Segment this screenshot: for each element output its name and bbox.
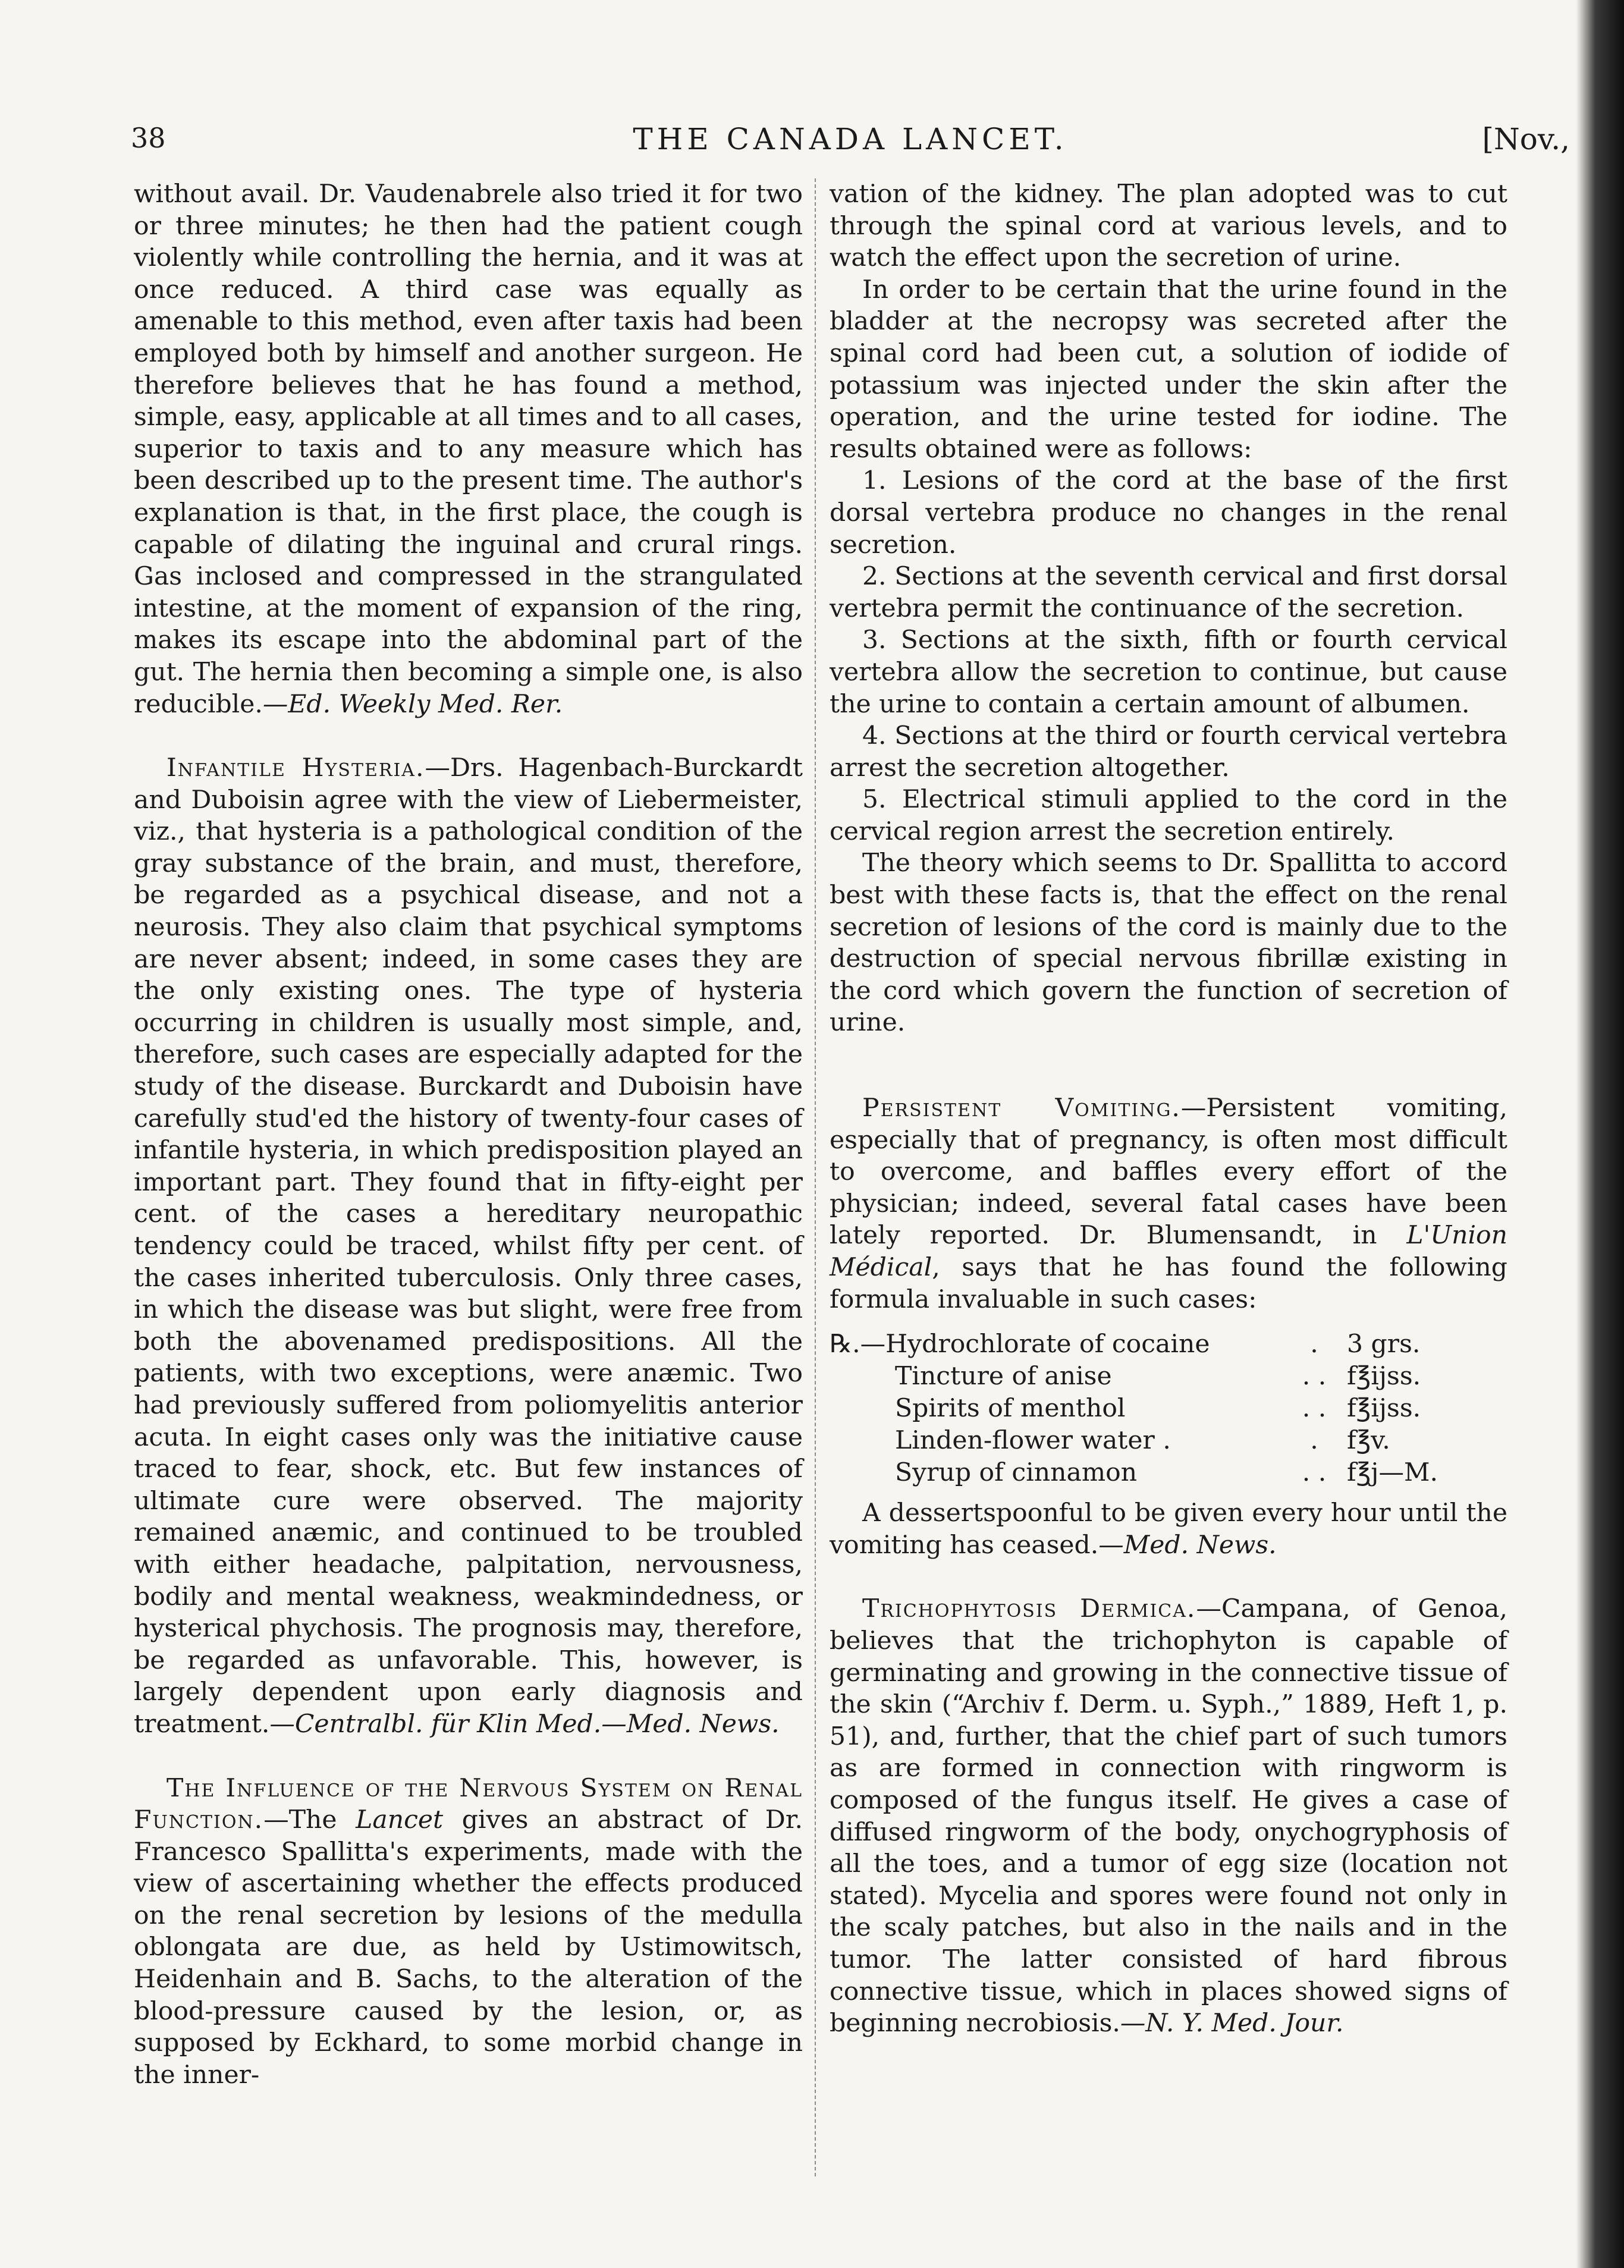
nervous-system-lancet: Lancet — [356, 1805, 444, 1835]
persistent-vomiting-body-b: , says that he has found the following formula invaluable in such cases: — [830, 1253, 1507, 1314]
nervous-system-body-b: gives an abstract of Dr. Francesco Spallitta's experiments, made with the view of ascertaining whether the effects produced on the renal secretion by lesions of the medulla oblongata are due, as held by Ustimowitsch, Heidenhain and B. Sachs, to the alteration of the blood-pressure caused by the lesion, or, as supposed by Eckhard, to some morbid change in the inner- — [134, 1805, 803, 2090]
prescription-item: Spirits of menthol — [895, 1394, 1126, 1424]
prescription-leader: . . — [1302, 1394, 1327, 1424]
persistent-vomiting-article — [830, 1092, 1507, 1315]
prescription-row — [830, 1425, 1507, 1457]
infantile-hysteria-source: —Centralbl. für Klin Med.—Med. News. — [269, 1709, 780, 1739]
prescription-leader: . — [1310, 1330, 1318, 1359]
nervous-system-method: In order to be certain that the urine found in the bladder at the necropsy was secreted after the spinal cord had been cut, a solution of iodide of potassium was injected under the skin after the operation, and the urine tested for iodine. The results obtained were as follows: — [830, 275, 1507, 464]
dose-source: —Med. News. — [1098, 1530, 1277, 1560]
prescription-leader: . — [1310, 1426, 1318, 1456]
result-item: 5. Electrical stimuli applied to the cord in the cervical region arrest the secretion entirely. — [830, 785, 1507, 846]
prescription-table — [830, 1328, 1507, 1489]
prescription-amount: f℥j—M. — [1347, 1458, 1438, 1488]
persistent-vomiting-title: Persistent Vomiting. — [862, 1094, 1181, 1123]
prescription-row — [830, 1361, 1507, 1393]
dose-text: A dessertspoonful to be given every hour until the vomiting has ceased. — [830, 1499, 1507, 1560]
running-header — [131, 122, 1570, 175]
persistent-vomiting-body-a: —Persistent vomiting, especially that of pregnancy, is often most difficult to overcome, and baffles every effort of the physician; indeed, several fatal cases have been lately reported. Dr. Blumensandt, in — [830, 1094, 1507, 1251]
result-item: 2. Sections at the seventh cervical and first dorsal vertebra permit the continuance of the secretion. — [830, 562, 1507, 623]
prescription-amount: 3 grs. — [1347, 1330, 1421, 1359]
dose-paragraph — [830, 1497, 1507, 1561]
result-item: 1. Lesions of the cord at the base of the first dorsal vertebra produce no changes in the renal secretion. — [830, 466, 1507, 560]
infantile-hysteria-article — [134, 752, 803, 1740]
persistent-vomiting-journal: L'Union Médical — [830, 1221, 1507, 1282]
page-edge-shadow — [1576, 0, 1624, 2268]
right-column — [830, 178, 1507, 2188]
hernia-text: without avail. Dr. Vaudenabrele also tried it for two or three minutes; he then had the patient cough violently while controlling the hernia, and it was at once reduced. A third case was equally as amenable to this method, even after taxis had been employed both by himself and another surgeon. He therefore believes that he has found a method, simple, easy, applicable at all times and to all cases, superior to taxis and to any measure which has been described up to the present time. The author's explanation is that, in the first place, the cough is capable of dilating the inguinal and crural rings. Gas inclosed and compressed in the strangulated intestine, at the moment of expansion of the ring, makes its escape into the abdominal part of the gut. The hernia then becoming a simple one, is also reducible. — [134, 180, 803, 719]
infantile-hysteria-title: Infantile Hysteria. — [167, 753, 425, 783]
nervous-system-article — [134, 1773, 803, 2091]
prescription-leader: . . — [1302, 1458, 1327, 1488]
trichophytosis-article — [830, 1593, 1507, 2039]
hernia-source: —Ed. Weekly Med. Rer. — [262, 689, 563, 719]
column-divider — [815, 178, 816, 2176]
prescription-row — [830, 1393, 1507, 1425]
nervous-system-title: The Influence of the Nervous System on Renal Function. — [134, 1773, 803, 1835]
journal-title: THE CANADA LANCET. — [633, 122, 1068, 156]
nervous-system-continuation: vation of the kidney. The plan adopted was to cut through the spinal cord at various levels, and to watch the effect upon the secretion of urine. — [830, 180, 1507, 273]
result-item: 3. Sections at the sixth, fifth or fourth cervical vertebra allow the secretion to continue, but cause the urine to contain a certain amount of albumen. — [830, 626, 1507, 719]
hernia-continuation — [134, 178, 803, 720]
result-item: 4. Sections at the third or fourth cervical vertebra arrest the secretion altogether. — [830, 721, 1507, 783]
trichophytosis-title: Trichophytosis Dermica. — [862, 1594, 1196, 1624]
prescription-row — [830, 1328, 1507, 1361]
prescription-amount: f℥ijss. — [1347, 1362, 1421, 1391]
page-number: 38 — [131, 122, 166, 154]
prescription-leader: . . — [1302, 1362, 1327, 1391]
prescription-item: ℞.—Hydrochlorate of cocaine — [830, 1330, 1210, 1359]
prescription-amount: f℥v. — [1347, 1426, 1390, 1456]
left-column — [134, 178, 803, 2188]
prescription-item: Tincture of anise — [895, 1362, 1112, 1391]
theory-paragraph: The theory which seems to Dr. Spallitta to accord best with these facts is, that the effect on the renal secretion of lesions of the cord is mainly due to the destruction of special nervous fibrillæ existing in the cord which govern the function of secretion of urine. — [830, 849, 1507, 1038]
trichophytosis-source: —N. Y. Med. Jour. — [1120, 2009, 1344, 2038]
trichophytosis-body: —Campana, of Genoa, believes that the trichophyton is capable of germinating and growing in the connective tissue of the skin (“Archiv f. Derm. u. Syph.,” 1889, Heft 1, p. 51), and, further, that the chief part of such tumors as are formed in connection with ringworm is composed of the fungus itself. He gives a case of diffused ringworm of the body, onychogryphosis of all the toes, and a tumor of egg size (location not stated). Mycelia and spores were found not only in the scaly patches, but also in the nails and in the tumor. The latter consisted of hard fibrous connective tissue, which in places showed signs of beginning necrobiosis. — [830, 1594, 1507, 2038]
prescription-row — [830, 1457, 1507, 1489]
prescription-item: Syrup of cinnamon — [895, 1458, 1138, 1488]
prescription-amount: f℥ijss. — [1347, 1394, 1421, 1424]
prescription-item: Linden-flower water . — [895, 1426, 1171, 1456]
nervous-system-body-a: —The — [263, 1805, 356, 1835]
issue-month: [Nov., — [1482, 122, 1570, 156]
infantile-hysteria-body: —Drs. Hagenbach-Burckardt and Duboisin agree with the view of Liebermeister, viz., that hysteria is a pathological condition of the gray substance of the brain, and must, therefore, be regarded as a psychical disease, and not a neurosis. They also claim that psychical symptoms are never absent; indeed, in some cases they are the only existing ones. The type of hysteria occurring in children is usually most simple, and, therefore, such cases are especially adapted for the study of the disease. Burckardt and Duboisin have carefully stud'ed the history of twenty-four cases of infantile hysteria, in which predisposition played an important part. They found that in fifty-eight per cent. of the cases a hereditary neuropathic tendency could be traced, whilst fifty per cent. of the cases inherited tuberculosis. Only three cases, in which the disease was but slight, were free from both the abovenamed predispositions. All the patients, with two exceptions, were anæmic. Two had previously suffered from poliomyelitis anterior acuta. In eight cases only was the initiative cause traced to fear, shock, etc. But few instances of ultimate cure were observed. The majority remained anæmic, and continued to be troubled with either headache, palpitation, nervousness, bodily and mental weakness, weakmindedness, or hysterical phychosis. The prognosis may, therefore, be regarded as unfavorable. This, however, is largely dependent upon early diagnosis and treatment. — [134, 753, 803, 1739]
